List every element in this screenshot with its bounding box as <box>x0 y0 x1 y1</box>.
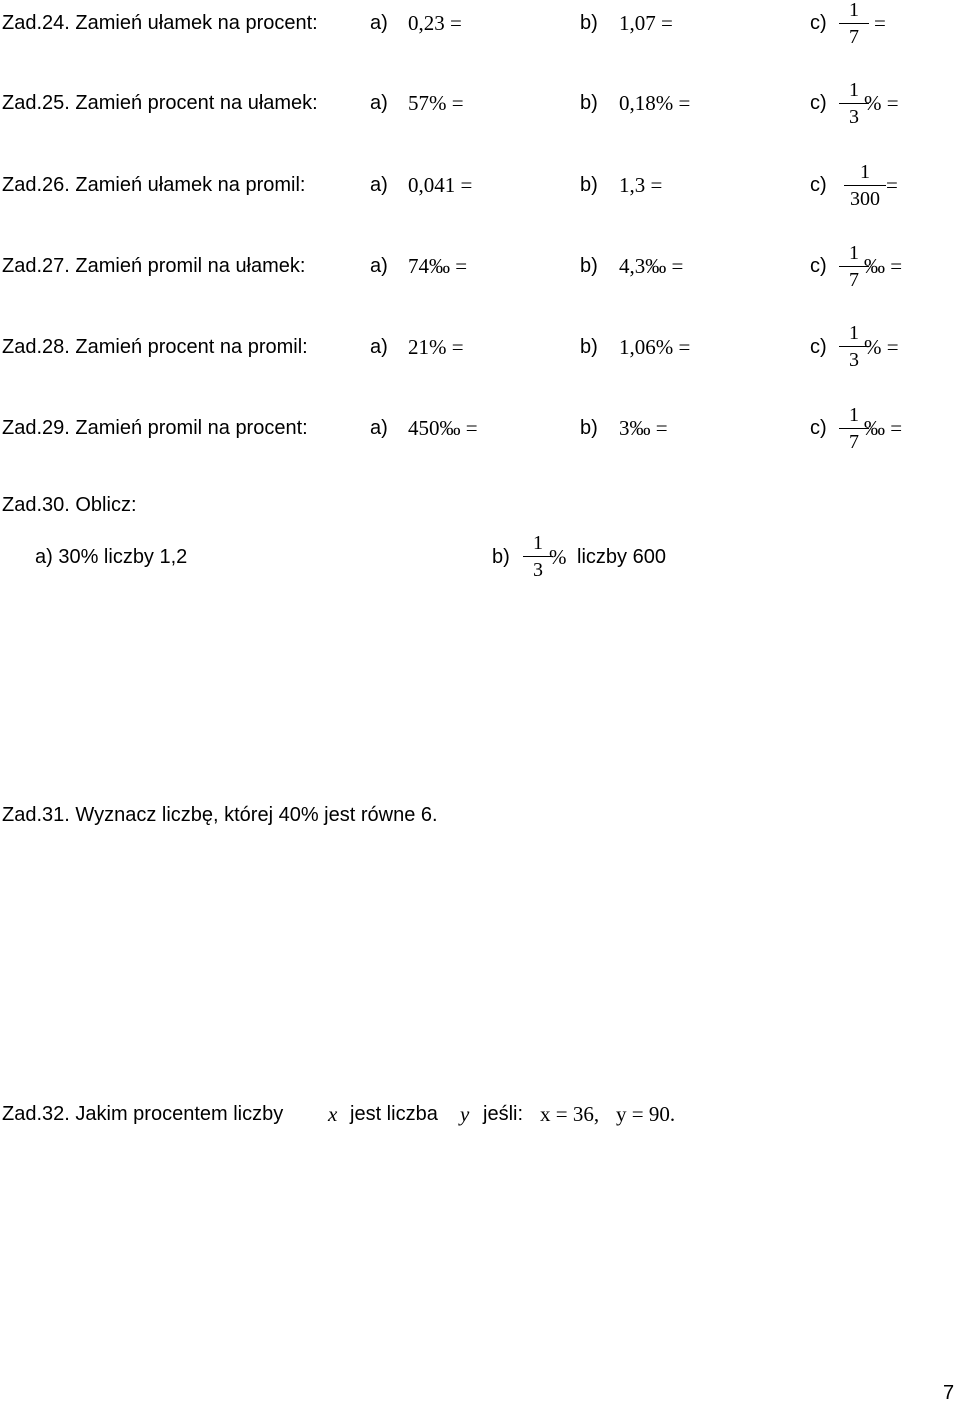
task-label: Zad.26. Zamień ułamek na promil: <box>2 174 306 196</box>
option-c-suffix: = <box>874 11 886 35</box>
option-c-fraction <box>839 0 869 47</box>
option-a-expression: 0,23 = <box>408 11 462 35</box>
option-a-expression: 450‰ = <box>408 416 478 440</box>
condition-y: y = 90. <box>616 1102 676 1126</box>
task-label: Zad.29. Zamień promil na procent: <box>2 417 308 439</box>
fraction-numerator: 1 <box>849 0 859 21</box>
option-a-expression: 21% = <box>408 335 464 359</box>
option-b-expression: 1,06% = <box>619 335 691 359</box>
option-b-marker: b) <box>492 546 510 568</box>
option-a-marker: a) <box>370 417 388 439</box>
option-a-marker: a) <box>370 12 388 34</box>
option-b-expression: 3‰ = <box>619 416 668 440</box>
option-b-marker: b) <box>580 174 598 196</box>
option-b-marker: b) <box>580 336 598 358</box>
task-label: Zad.28. Zamień procent na promil: <box>2 336 308 358</box>
task-label: Zad.30. Oblicz: <box>2 494 137 516</box>
fraction-denominator: 3 <box>849 106 859 128</box>
option-c-suffix: % = <box>864 335 899 359</box>
fraction-denominator: 7 <box>849 26 859 48</box>
option-c-marker: c) <box>810 92 827 114</box>
fraction-denominator: 3 <box>849 349 859 371</box>
option-c-marker: c) <box>810 336 827 358</box>
option-c-marker: c) <box>810 417 827 439</box>
fraction-numerator: 1 <box>849 79 859 101</box>
option-b-text: liczby 600 <box>577 546 666 568</box>
fraction-numerator: 1 <box>849 404 859 426</box>
option-a-marker: a) <box>370 92 388 114</box>
option-c-suffix: = <box>886 173 898 197</box>
option-a-marker: a) <box>370 174 388 196</box>
option-b-marker: b) <box>580 12 598 34</box>
option-a-marker: a) <box>370 255 388 277</box>
task-label: Zad.31. Wyznacz liczbę, której 40% jest równe 6. <box>2 804 438 826</box>
option-c-suffix: % = <box>864 91 899 115</box>
fraction-numerator: 1 <box>860 161 870 183</box>
condition-label: jeśli: <box>483 1103 524 1125</box>
option-b-expression: 1,3 = <box>619 173 663 197</box>
option-b-expression: 1,07 = <box>619 11 673 35</box>
option-a-expression: 74‰ = <box>408 254 468 278</box>
task-label: Zad.25. Zamień procent na ułamek: <box>2 92 318 114</box>
fraction-denominator: 3 <box>533 559 543 581</box>
task-label: Zad.27. Zamień promil na ułamek: <box>2 255 306 277</box>
fraction-denominator: 300 <box>850 188 880 210</box>
fraction-denominator: 7 <box>849 431 859 453</box>
option-a-expression: 0,041 = <box>408 173 473 197</box>
fraction-bar <box>839 23 869 24</box>
option-a-marker: a) <box>370 336 388 358</box>
option-b-marker: b) <box>580 92 598 114</box>
fraction-bar <box>844 185 886 186</box>
option-a-expression: 57% = <box>408 91 464 115</box>
fraction-numerator: 1 <box>849 322 859 344</box>
task-label: Zad.24. Zamień ułamek na procent: <box>2 12 318 34</box>
fraction-numerator: 1 <box>849 242 859 264</box>
option-c-fraction <box>844 162 886 209</box>
option-c-suffix: ‰ = <box>864 416 903 440</box>
option-c-marker: c) <box>810 12 827 34</box>
option-c-marker: c) <box>810 174 827 196</box>
task-label-middle: jest liczba <box>350 1103 438 1125</box>
page-number: 7 <box>943 1382 955 1404</box>
option-c-marker: c) <box>810 255 827 277</box>
option-a-text: a) 30% liczby 1,2 <box>35 546 188 568</box>
option-c-suffix: ‰ = <box>864 254 903 278</box>
variable-y: y <box>460 1102 470 1126</box>
option-b-marker: b) <box>580 255 598 277</box>
fraction-denominator: 7 <box>849 269 859 291</box>
task-label: Zad.32. Jakim procentem liczby <box>2 1103 284 1125</box>
condition-x: x = 36, <box>540 1102 600 1126</box>
option-b-expression: 4,3‰ = <box>619 254 684 278</box>
fraction-numerator: 1 <box>533 532 543 554</box>
variable-x: x <box>328 1102 338 1126</box>
option-b-marker: b) <box>580 417 598 439</box>
option-b-expression: 0,18% = <box>619 91 691 115</box>
option-b-percent: % <box>549 545 567 569</box>
